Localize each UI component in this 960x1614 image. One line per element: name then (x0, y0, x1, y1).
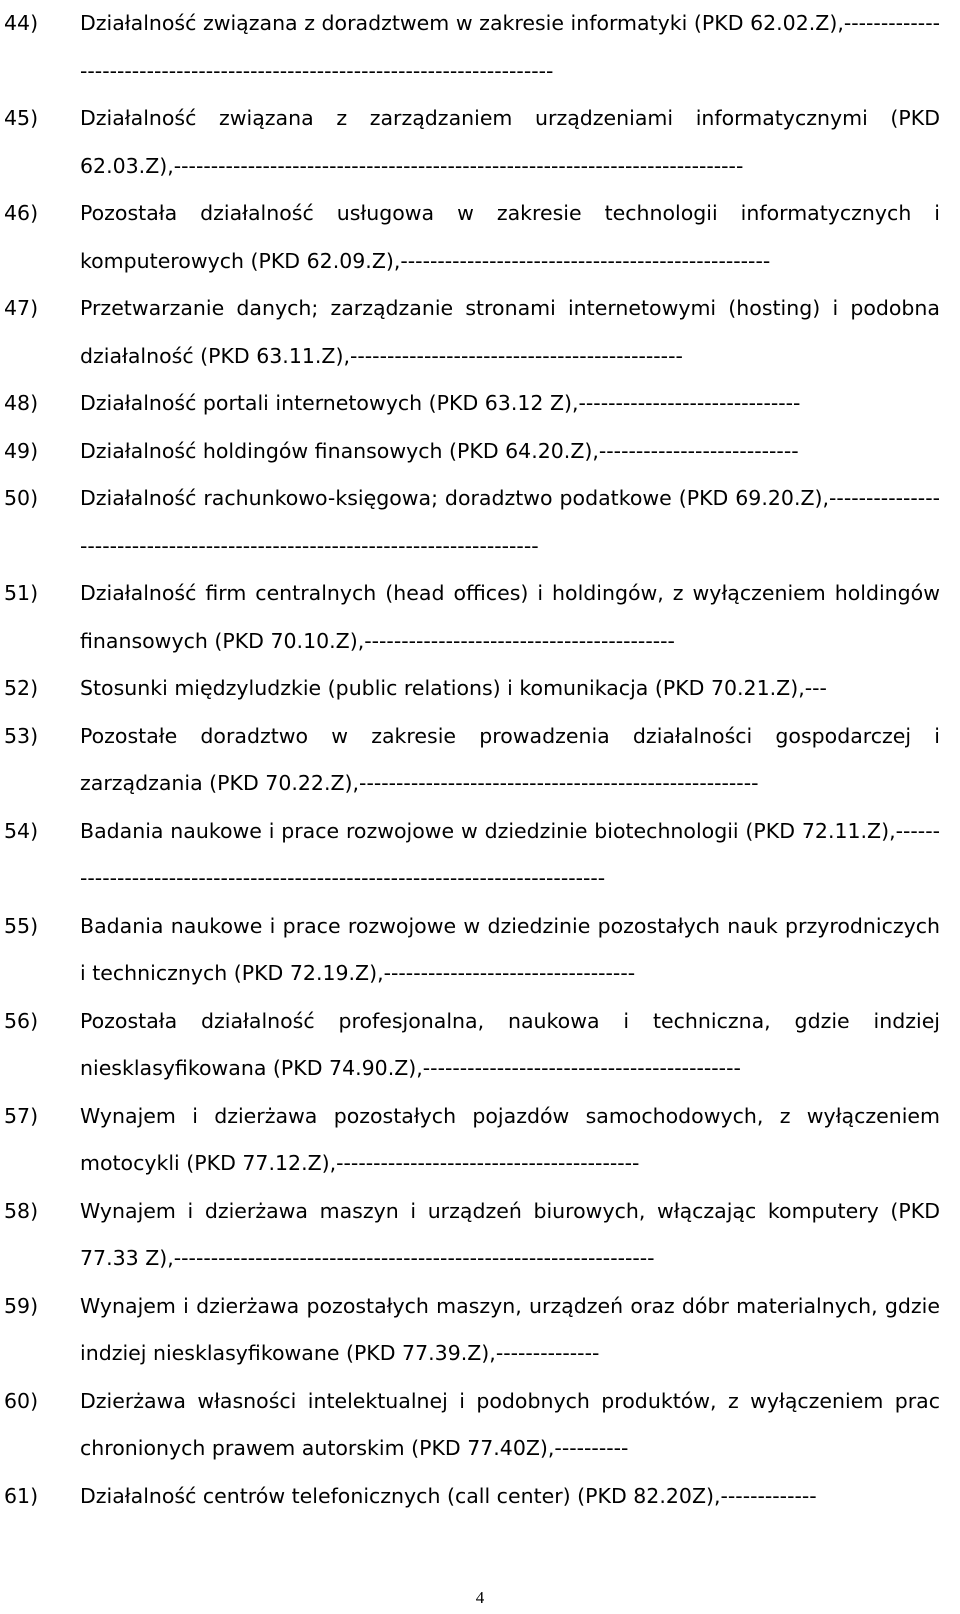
item-number: 60) (4, 1388, 39, 1413)
item-text: Wynajem i dzierżawa maszyn i urządzeń biurowych, włączając komputery (PKD 77.33 Z),----------------------------------------------------------------- (80, 1198, 940, 1270)
item-text: Przetwarzanie danych; zarządzanie stronami internetowymi (hosting) i podobna działalność (PKD 63.11.Z),--------------------------------------------- (80, 296, 940, 368)
list-item (4, 428, 940, 476)
item-text: Działalność holdingów finansowych (PKD 64.20.Z),--------------------------- (80, 438, 799, 463)
item-text: Działalność centrów telefonicznych (call center) (PKD 82.20Z),------------- (80, 1483, 817, 1508)
item-number: 48) (4, 391, 39, 415)
item-number: 59) (4, 1293, 39, 1318)
item-text: Działalność związana z zarządzaniem urządzeniami informatycznymi (PKD 62.03.Z),----------------------------------------------------------------------------- (80, 106, 940, 178)
item-number: 45) (4, 106, 39, 130)
item-text: Działalność związana z doradztwem w zakresie informatyki (PKD 62.02.Z),----------------------------------------------------------------------------- (80, 11, 940, 83)
item-text: Dzierżawa własności intelektualnej i podobnych produktów, z wyłączeniem prac chronionych prawem autorskim (PKD 77.40Z),---------- (80, 1388, 940, 1460)
item-text: Działalność rachunkowo-księgowa; doradztwo podatkowe (PKD 69.20.Z),----------------------------------------------------------------------------- (80, 486, 940, 558)
item-text: Badania naukowe i prace rozwojowe w dziedzinie biotechnologii (PKD 72.11.Z),----------------------------------------------------------------------------- (80, 818, 940, 890)
list-item (4, 1378, 940, 1473)
item-text: Wynajem i dzierżawa pozostałych pojazdów samochodowych, z wyłączeniem motocykli (PKD 77.12.Z),----------------------------------------- (80, 1103, 940, 1175)
list-item (4, 1473, 940, 1521)
item-number: 53) (4, 723, 39, 748)
item-text: Wynajem i dzierżawa pozostałych maszyn, urządzeń oraz dóbr materialnych, gdzie indziej niesklasyfikowane (PKD 77.39.Z),-------------- (80, 1293, 940, 1365)
item-number: 51) (4, 581, 39, 605)
list-item (4, 1093, 940, 1188)
item-number: 58) (4, 1198, 39, 1223)
item-number: 47) (4, 296, 39, 320)
item-number: 44) (4, 11, 39, 35)
list-item (4, 1283, 940, 1378)
item-text: Działalność portali internetowych (PKD 63.12 Z),------------------------------ (80, 391, 801, 415)
item-number: 49) (4, 438, 39, 463)
item-number: 61) (4, 1483, 39, 1508)
list-item (4, 285, 940, 380)
document-body (4, 0, 940, 1520)
item-text: Działalność firm centralnych (head offices) i holdingów, z wyłączeniem holdingów finansowych (PKD 70.10.Z),------------------------------------------ (80, 581, 940, 653)
item-number: 54) (4, 818, 39, 843)
item-number: 57) (4, 1103, 39, 1128)
list-item (4, 190, 940, 285)
list-item (4, 570, 940, 665)
list-item (4, 808, 940, 903)
item-number: 52) (4, 676, 39, 700)
list-item (4, 713, 940, 808)
item-text: Pozostałe doradztwo w zakresie prowadzenia działalności gospodarczej i zarządzania (PKD 70.22.Z),------------------------------------------------------ (80, 723, 940, 795)
list-item (4, 903, 940, 998)
item-text: Badania naukowe i prace rozwojowe w dziedzinie pozostałych nauk przyrodniczych i technicznych (PKD 72.19.Z),---------------------------------- (80, 913, 940, 985)
item-number: 50) (4, 486, 39, 510)
list-item (4, 380, 940, 428)
list-item (4, 95, 940, 190)
item-number: 56) (4, 1008, 39, 1033)
page-number: 4 (475, 1588, 485, 1607)
list-item (4, 665, 940, 713)
list-item (4, 0, 940, 95)
list-item (4, 475, 940, 570)
item-text: Pozostała działalność usługowa w zakresie technologii informatycznych i komputerowych (PKD 62.09.Z),-------------------------------------------------- (80, 201, 940, 273)
item-number: 46) (4, 201, 39, 225)
item-text: Stosunki międzyludzkie (public relations) i komunikacja (PKD 70.21.Z),--- (80, 676, 827, 700)
list-item (4, 998, 940, 1093)
item-number: 55) (4, 913, 39, 938)
list-item (4, 1188, 940, 1283)
item-text: Pozostała działalność profesjonalna, naukowa i techniczna, gdzie indziej niesklasyfikowana (PKD 74.90.Z),------------------------------------------- (80, 1008, 940, 1080)
